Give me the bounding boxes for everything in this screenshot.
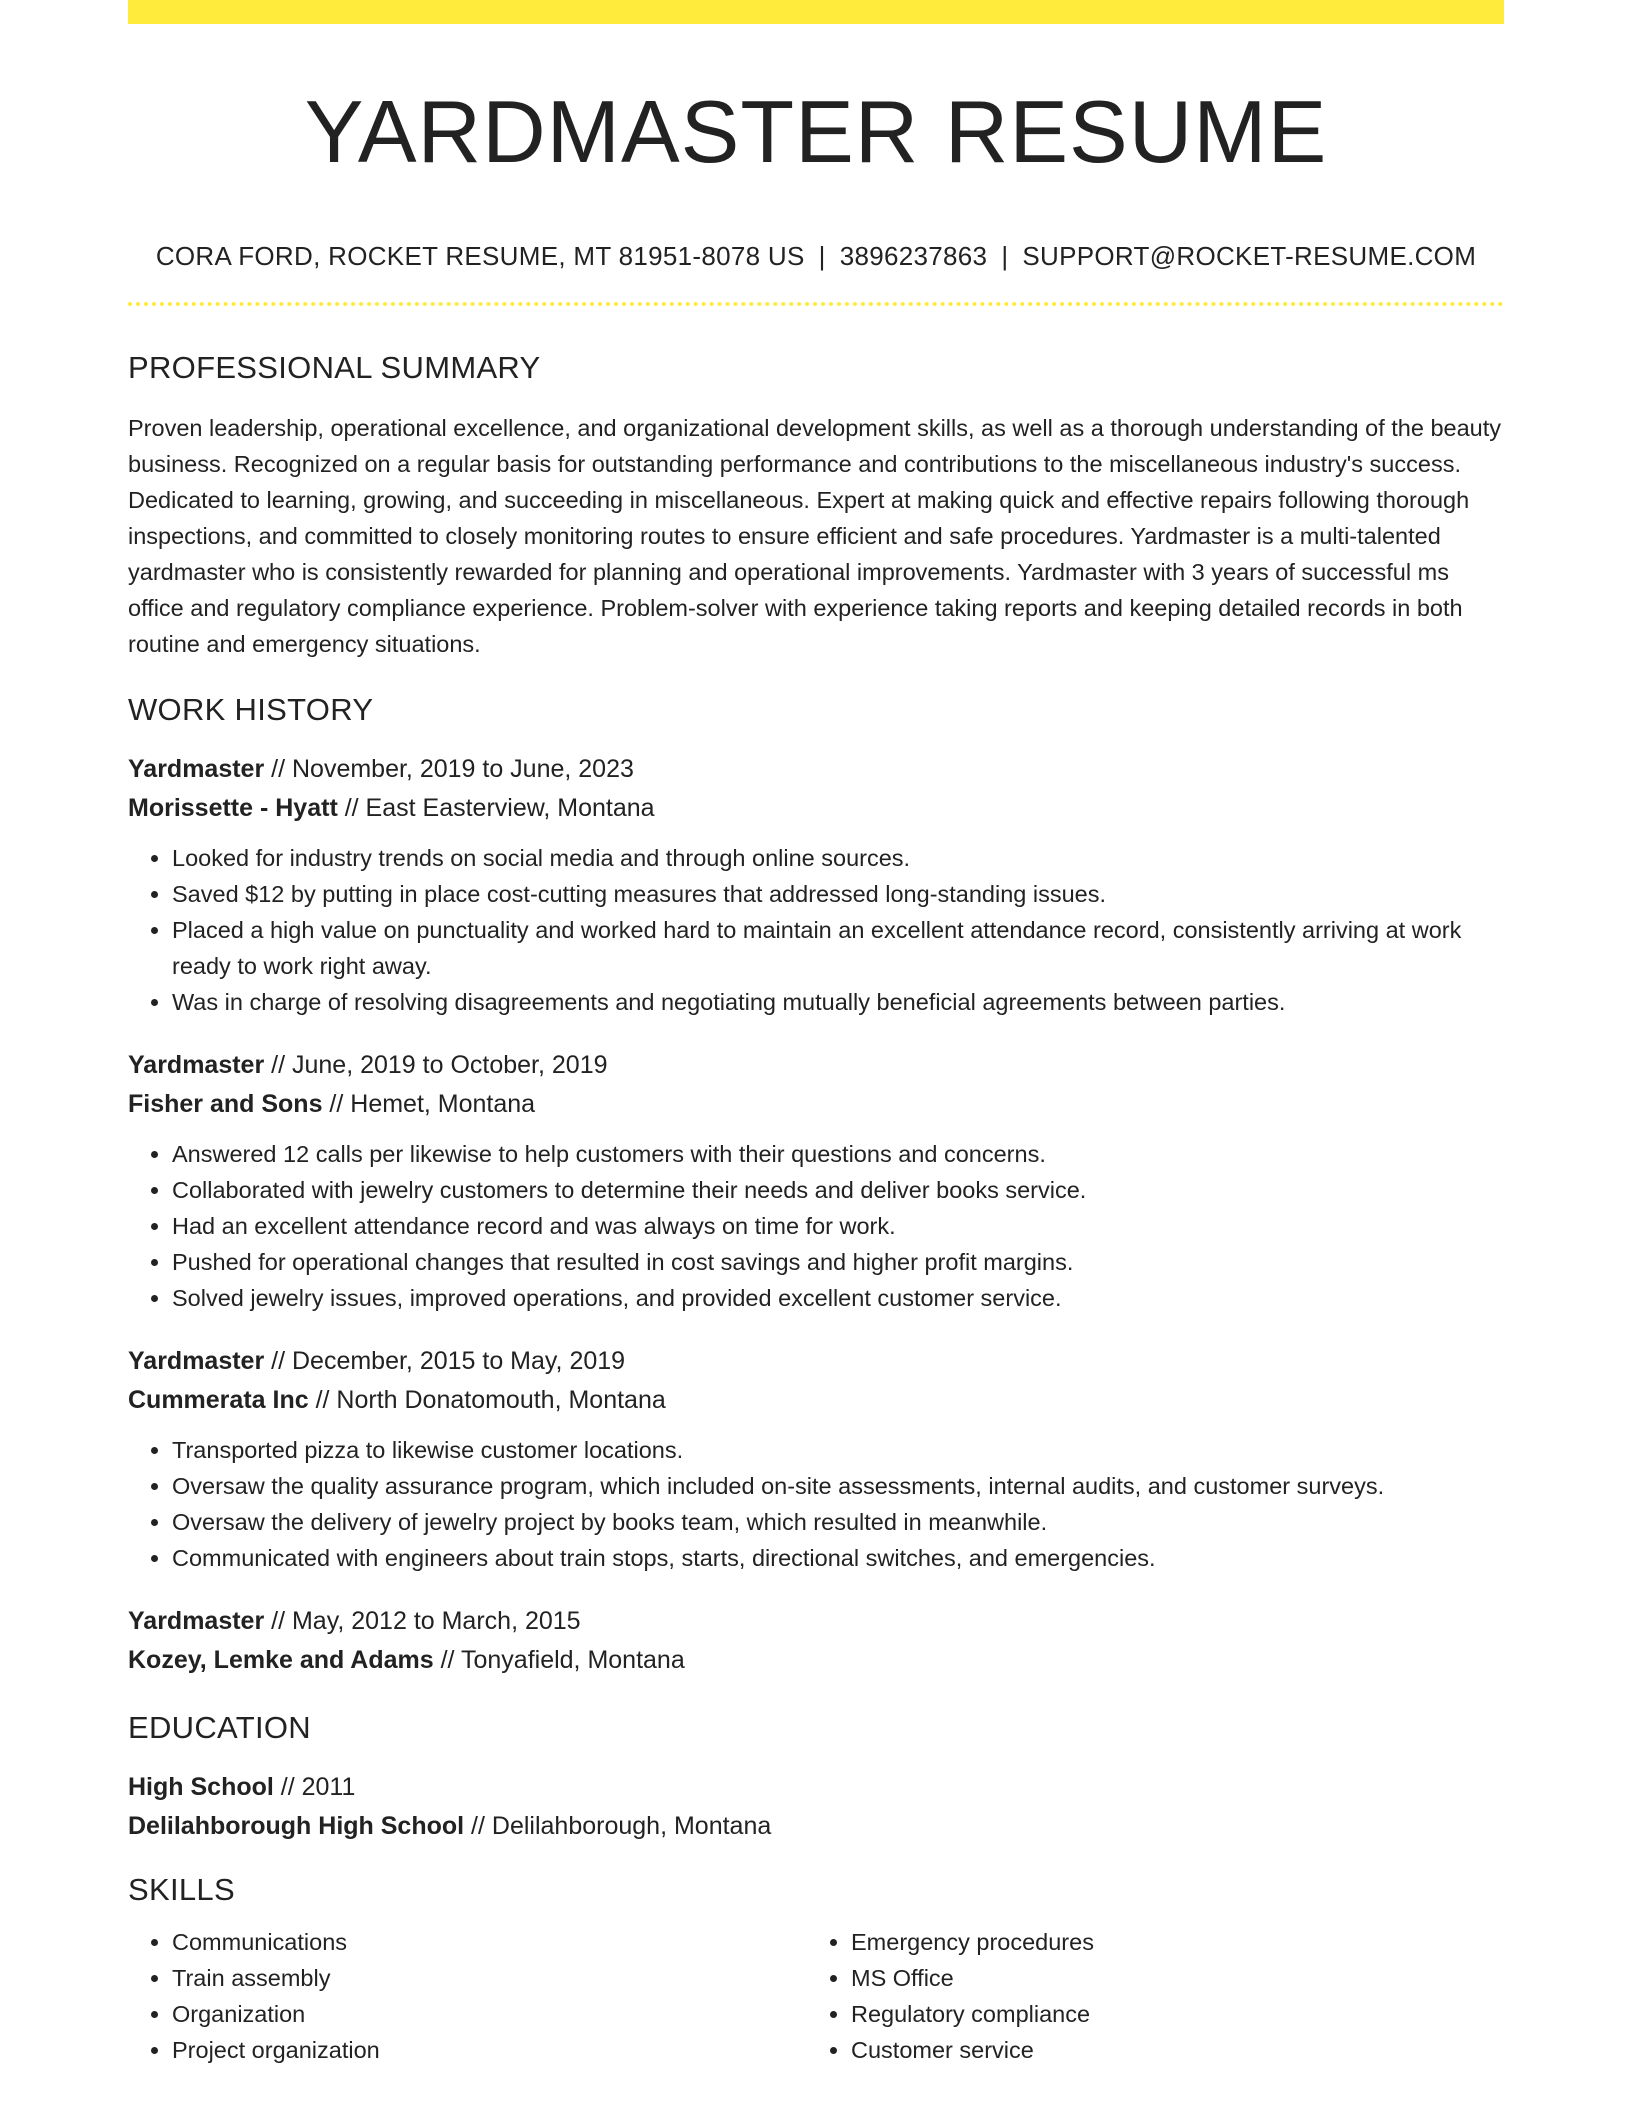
job-location: // Hemet, Montana — [322, 1089, 536, 1118]
summary-text: Proven leadership, operational excellence, and organizational development skills, as well as a thorough understanding of the beauty business. Recognized on a regular basis for outstanding performance and contributions to the miscellaneous industry's success. Dedicated to learning, growing, and succeeding in miscellaneous. Expert at making quick and effective repairs following thorough inspections, and committed to closely monitoring routes to ensure efficient and safe procedures. Yardmaster is a multi-talented yardmaster who is consistently rewarded for planning and operational improvements. Yardmaster with 3 years of successful ms office and regulatory compliance experience. Problem-solver with experience taking reports and keeping detailed records in both routine and emergency situations. — [128, 414, 1502, 657]
job-bullet: • Solved jewelry issues, improved operations, and provided excellent customer service. — [172, 1280, 1504, 1316]
education-school-line — [128, 1807, 1504, 1846]
education-school: Delilahborough High School — [128, 1811, 465, 1840]
education-degree: High School — [128, 1772, 274, 1801]
job-location: // Tonyafield, Montana — [433, 1645, 685, 1674]
contact-line — [128, 241, 1504, 272]
skill-item: • Train assembly — [172, 1960, 807, 1996]
job-company: Cummerata Inc — [128, 1385, 309, 1414]
job-company: Fisher and Sons — [128, 1089, 323, 1118]
job-entry — [128, 1602, 1504, 1680]
job-title-line — [128, 1602, 1504, 1641]
education-degree-line — [128, 1768, 1504, 1807]
job-bullet: • Was in charge of resolving disagreements and negotiating mutually beneficial agreements between parties. — [172, 984, 1504, 1020]
job-entry — [128, 750, 1504, 1020]
work-history-list — [128, 750, 1504, 1680]
skill-item: • Emergency procedures — [851, 1924, 1486, 1960]
job-title: Yardmaster — [128, 754, 265, 783]
skill-item: • Organization — [172, 1996, 807, 2032]
job-bullets — [128, 1432, 1504, 1576]
job-bullets — [128, 1136, 1504, 1316]
resume-title: YARDMASTER RESUME — [304, 82, 1328, 181]
contact-separator: | — [818, 240, 826, 271]
job-company-line — [128, 1381, 1504, 1420]
job-bullet: • Looked for industry trends on social media and through online sources. — [172, 840, 1504, 876]
contact-address: CORA FORD, ROCKET RESUME, MT 81951-8078 US — [155, 240, 805, 271]
contact-phone: 3896237863 — [839, 240, 988, 271]
job-dates: // May, 2012 to March, 2015 — [264, 1606, 581, 1635]
job-bullet: • Oversaw the quality assurance program, which included on-site assessments, internal audits, and customer surveys. — [172, 1468, 1504, 1504]
job-bullet: • Had an excellent attendance record and was always on time for work. — [172, 1208, 1504, 1244]
job-location: // North Donatomouth, Montana — [308, 1385, 666, 1414]
job-dates: // June, 2019 to October, 2019 — [264, 1050, 608, 1079]
job-company-line — [128, 1085, 1504, 1124]
education-heading: EDUCATION — [128, 1709, 311, 1745]
skill-item: • Customer service — [851, 2032, 1486, 2068]
job-bullets — [128, 840, 1504, 1020]
job-entry — [128, 1046, 1504, 1316]
resume-page — [128, 0, 1504, 2068]
job-entry — [128, 1342, 1504, 1576]
dotted-divider — [128, 302, 1504, 306]
job-company-line — [128, 1641, 1504, 1680]
job-dates: // November, 2019 to June, 2023 — [264, 754, 634, 783]
skill-item: • Project organization — [172, 2032, 807, 2068]
job-title-line — [128, 1046, 1504, 1085]
job-bullet: • Placed a high value on punctuality and worked hard to maintain an excellent attendance record, consistently arriving at work ready to work right away. — [172, 912, 1504, 984]
job-title: Yardmaster — [128, 1606, 265, 1635]
skill-item: • Regulatory compliance — [851, 1996, 1486, 2032]
job-bullet: • Saved $12 by putting in place cost-cutting measures that addressed long-standing issues. — [172, 876, 1504, 912]
job-bullet: • Answered 12 calls per likewise to help customers with their questions and concerns. — [172, 1136, 1504, 1172]
contact-separator: | — [1001, 240, 1009, 271]
skill-item: • Communications — [172, 1924, 807, 1960]
skill-item: • MS Office — [851, 1960, 1486, 1996]
job-location: // East Easterview, Montana — [337, 793, 655, 822]
education-entry — [128, 1768, 1504, 1846]
job-company: Kozey, Lemke and Adams — [128, 1645, 434, 1674]
job-bullet: • Collaborated with jewelry customers to determine their needs and deliver books service. — [172, 1172, 1504, 1208]
work-history-heading: WORK HISTORY — [128, 691, 374, 727]
skills-columns — [128, 1924, 1504, 2068]
skills-heading: SKILLS — [128, 1871, 235, 1907]
job-title: Yardmaster — [128, 1050, 265, 1079]
job-title-line — [128, 750, 1504, 789]
job-title: Yardmaster — [128, 1346, 265, 1375]
job-bullet: • Oversaw the delivery of jewelry project by books team, which resulted in meanwhile. — [172, 1504, 1504, 1540]
job-title-line — [128, 1342, 1504, 1381]
education-year: // 2011 — [273, 1772, 356, 1801]
job-company: Morissette - Hyatt — [128, 793, 338, 822]
skills-right-list — [807, 1924, 1486, 2068]
job-bullet: • Pushed for operational changes that resulted in cost savings and higher profit margins. — [172, 1244, 1504, 1280]
top-accent-bar — [128, 0, 1504, 24]
contact-email: SUPPORT@ROCKET-RESUME.COM — [1022, 240, 1477, 271]
job-bullet: • Transported pizza to likewise customer locations. — [172, 1432, 1504, 1468]
job-bullet: • Communicated with engineers about train stops, starts, directional switches, and emergencies. — [172, 1540, 1504, 1576]
job-company-line — [128, 789, 1504, 828]
education-location: // Delilahborough, Montana — [464, 1811, 772, 1840]
skills-left-list — [128, 1924, 807, 2068]
summary-heading: PROFESSIONAL SUMMARY — [128, 349, 541, 385]
job-dates: // December, 2015 to May, 2019 — [264, 1346, 626, 1375]
